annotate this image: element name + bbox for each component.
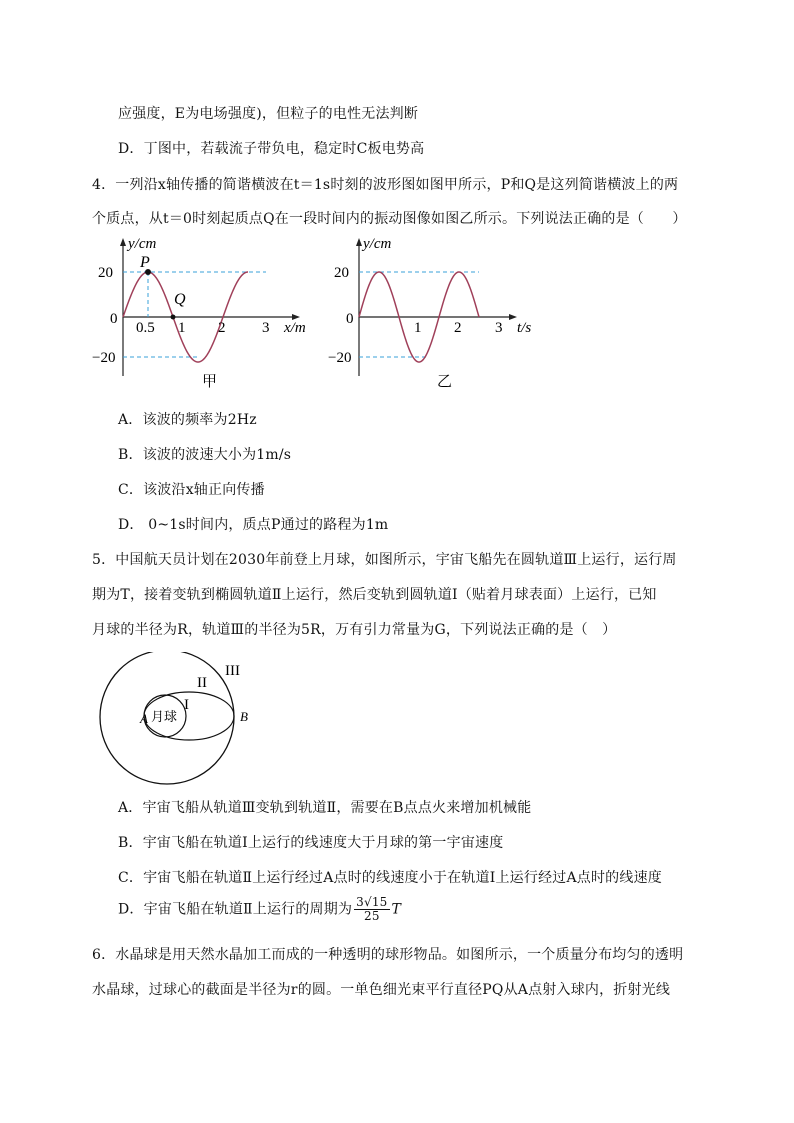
yi-tick-neg20: −20 — [328, 350, 352, 366]
label-ii: II — [197, 675, 207, 691]
label-b: B — [240, 709, 248, 724]
q5-option-b: B．宇宙飞船在轨道Ⅰ上运行的线速度大于月球的第一宇宙速度 — [118, 835, 504, 851]
q4-option-d: D． 0~1s时间内，质点P通过的路程为1m — [118, 517, 389, 533]
jia-caption: 甲 — [202, 374, 218, 390]
q4-option-c: C．该波沿x轴正向传播 — [118, 482, 265, 498]
jia-tick-20: 20 — [98, 265, 113, 281]
q6-stem-line2: 水晶球，过球心的截面是半径为r的圆。一单色细光束平行直径PQ从A点射入球内，折射光线 — [92, 982, 671, 998]
jia-tick-1: 1 — [178, 320, 186, 336]
q6-stem-line1: 6．水晶球是用天然水晶加工而成的一种透明的球形物品。如图所示，一个质量分布均匀的透明 — [92, 947, 684, 963]
q4-stem-line2: 个质点，从t＝0时刻起质点Q在一段时间内的振动图像如图乙所示。下列说法正确的是（ ） — [92, 211, 687, 227]
q3-option-d: D．丁图中，若载流子带负电，稳定时C板电势高 — [118, 141, 425, 157]
label-a: A — [140, 711, 148, 726]
jia-x-label: x/m — [284, 320, 306, 336]
period-fraction — [354, 896, 389, 923]
yi-tick-1: 1 — [414, 320, 422, 336]
q4-figure-yi — [325, 234, 545, 394]
yi-x-label: t/s — [517, 320, 532, 336]
label-iii: III — [225, 663, 240, 679]
yi-y-label: y/cm — [363, 236, 392, 252]
jia-y-label: y/cm — [128, 236, 157, 252]
fraction-denominator: 25 — [363, 909, 380, 923]
jia-tick-05: 0.5 — [136, 320, 155, 336]
jia-tick-2: 2 — [218, 320, 226, 336]
yi-tick-20: 20 — [334, 265, 349, 281]
q5-orbit-figure — [92, 652, 262, 788]
q5-stem-line1: 5．中国航天员计划在2030年前登上月球，如图所示，宇宙飞船先在圆轨道Ⅲ上运行，运行周 — [92, 552, 677, 568]
q4-figure-jia — [90, 234, 320, 394]
q5-option-d — [118, 896, 401, 923]
fraction-numerator: 3√15 — [356, 895, 388, 909]
q4-option-b: B．该波的波速大小为1m/s — [118, 447, 292, 463]
yi-tick-3: 3 — [495, 320, 503, 336]
label-i: I — [184, 697, 189, 713]
jia-tick-3: 3 — [262, 320, 270, 336]
yi-tick-2: 2 — [454, 320, 462, 336]
q5-stem-line3: 月球的半径为R，轨道Ⅲ的半径为5R，万有引力常量为G，下列说法正确的是（ ） — [92, 622, 617, 638]
q5-option-c: C．宇宙飞船在轨道Ⅱ上运行经过A点时的线速度小于在轨道Ⅰ上运行经过A点时的线速度 — [118, 870, 662, 886]
q5-option-d-text: D．宇宙飞船在轨道Ⅱ上运行的周期为 — [118, 901, 353, 918]
period-symbol: T — [391, 901, 402, 918]
jia-tick-0: 0 — [110, 311, 118, 327]
yi-tick-0: 0 — [346, 311, 354, 327]
point-q-dot — [171, 315, 176, 320]
jia-label-p: P — [140, 254, 150, 271]
label-moon: 月球 — [151, 709, 178, 724]
q5-stem-line2: 期为T，接着变轨到椭圆轨道Ⅱ上运行，然后变轨到圆轨道Ⅰ（贴着月球表面）上运行，已知 — [92, 587, 657, 603]
q3-continuation: 应强度，E为电场强度)，但粒子的电性无法判断 — [118, 106, 419, 122]
yi-caption: 乙 — [437, 374, 453, 390]
q4-option-a: A．该波的频率为2Hz — [118, 412, 257, 428]
q4-stem-line1: 4．一列沿x轴传播的简谐横波在t＝1s时刻的波形图如图甲所示，P和Q是这列简谐横波上的两 — [92, 177, 679, 193]
jia-label-q: Q — [174, 291, 186, 308]
q5-option-a: A．宇宙飞船从轨道Ⅲ变轨到轨道Ⅱ，需要在B点点火来增加机械能 — [118, 800, 532, 816]
jia-tick-neg20: −20 — [92, 350, 116, 366]
